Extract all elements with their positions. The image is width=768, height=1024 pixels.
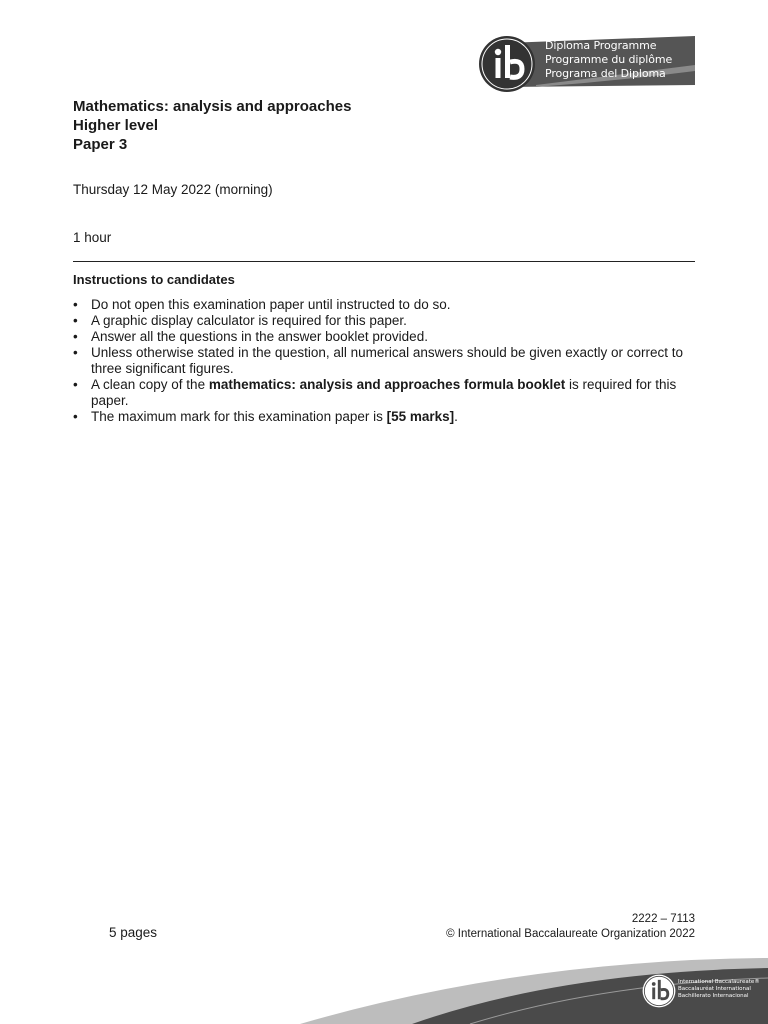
instruction-text-after: is required for this paper. xyxy=(91,377,677,408)
ib-logo-icon xyxy=(478,35,536,93)
instruction-text-before: A clean copy of the xyxy=(91,377,209,392)
bullet: • xyxy=(73,329,78,344)
footer-codes xyxy=(446,912,695,942)
instruction-text-before: The maximum mark for this examination paper is xyxy=(91,409,387,424)
instruction-item xyxy=(73,409,693,425)
instruction-item xyxy=(73,377,693,409)
bullet: • xyxy=(73,297,78,312)
instruction-item xyxy=(73,297,693,313)
ib-organization-names xyxy=(678,979,760,1000)
divider-rule xyxy=(73,261,695,262)
formula-booklet-name: mathematics: analysis and approaches formula booklet xyxy=(208,377,566,392)
programme-line: Diploma Programme xyxy=(545,39,657,52)
max-marks: [55 marks] xyxy=(386,409,455,424)
org-name: Bachillerato Internacional xyxy=(678,993,749,999)
org-name: Baccalauréat International xyxy=(678,986,751,992)
bullet: • xyxy=(73,409,78,424)
programme-line: Programa del Diploma xyxy=(545,67,666,80)
copyright: © International Baccalaureate Organization 2022 xyxy=(446,928,695,940)
subject-title: Mathematics: analysis and approaches xyxy=(73,98,352,115)
programme-lines xyxy=(545,39,672,81)
level-title: Higher level xyxy=(73,117,159,134)
paper-title: Paper 3 xyxy=(73,136,128,153)
instructions-list xyxy=(73,297,693,425)
exam-duration: 1 hour xyxy=(73,230,112,245)
instruction-item xyxy=(73,313,693,329)
instruction-text: Unless otherwise stated in the question, all numerical answers should be given exactly or correct to three significant figures. xyxy=(91,345,684,376)
page-count: 5 pages xyxy=(109,925,158,940)
bullet: • xyxy=(73,313,78,328)
exam-title xyxy=(73,97,351,154)
programme-line: Programme du diplôme xyxy=(545,53,673,66)
instruction-text: Answer all the questions in the answer booklet provided. xyxy=(91,329,428,344)
paper-code: 2222 – 7113 xyxy=(631,913,695,925)
ib-bottom-logo-icon xyxy=(642,974,676,1008)
instruction-text: A graphic display calculator is required for this paper. xyxy=(91,313,407,328)
bullet: • xyxy=(73,377,78,392)
org-name: International Baccalaureate® xyxy=(678,979,760,985)
instruction-item xyxy=(73,345,693,377)
programme-banner xyxy=(476,35,696,93)
bullet: • xyxy=(73,345,78,360)
instruction-text: Do not open this examination paper until instructed to do so. xyxy=(91,297,451,312)
exam-date: Thursday 12 May 2022 (morning) xyxy=(73,182,273,197)
instructions-heading: Instructions to candidates xyxy=(73,272,235,287)
instruction-text-after: . xyxy=(454,409,458,424)
instruction-item xyxy=(73,329,693,345)
